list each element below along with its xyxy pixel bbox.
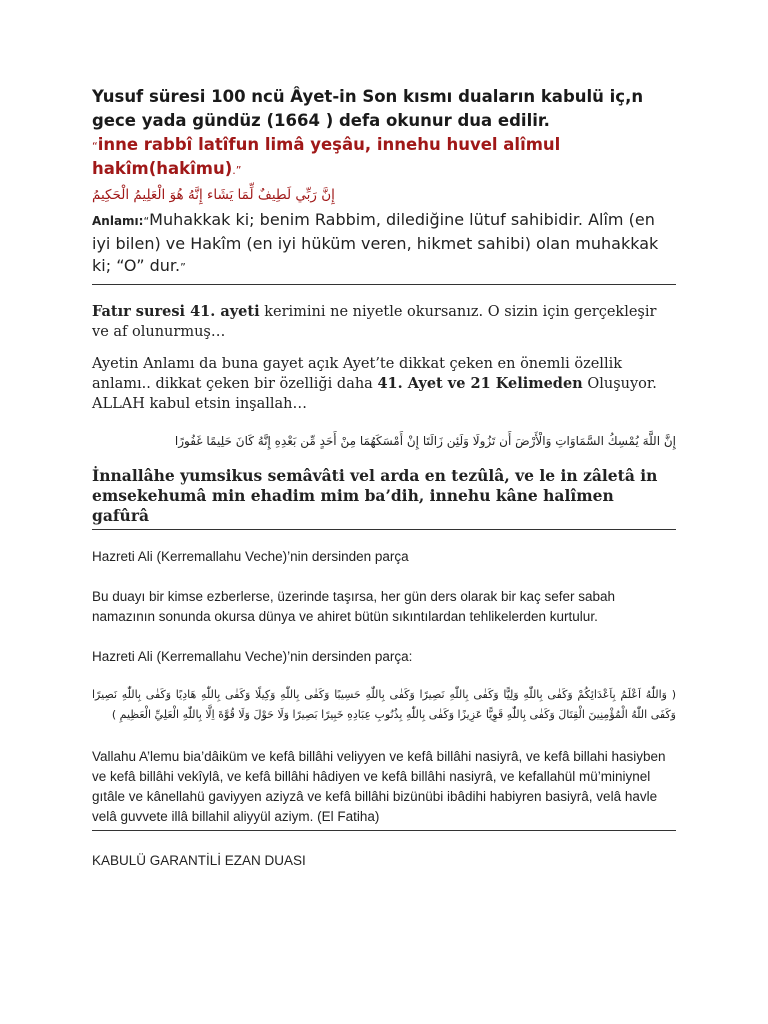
- yusuf-heading: Yusuf süresi 100 ncü Âyet-in Son kısmı duaların kabulü iç,n gece yada gündüz (1664 ) defa okunur dua edilir.: [92, 87, 644, 130]
- meaning-close-quote: ”: [180, 261, 186, 274]
- source-note-1: Hazreti Ali (Kerremallahu Veche)’nin dersinden parça: [92, 549, 409, 564]
- meaning-paragraph: [92, 209, 676, 279]
- open-quote: “: [92, 140, 98, 153]
- source-note-2: Hazreti Ali (Kerremallahu Veche)’nin dersinden parça:: [92, 649, 413, 664]
- document-page: [92, 85, 676, 871]
- meaning-label: Anlamı:: [92, 214, 144, 228]
- fatir-bold: Fatır suresi 41. ayeti: [92, 303, 260, 320]
- meaning-open-quote: “: [143, 215, 150, 228]
- fatir-transliteration: İnnallâhe yumsikus semâvâti vel arda en tezûlâ, ve le in zâletâ in emsekehumâ min ehadim mim ba’dih, innehu kâne halîmen gafûrâ: [92, 466, 658, 525]
- ali-dua-transliteration: Vallahu A’lemu bia’dâiküm ve kefâ billâhi veliyyen ve kefâ billâhi nasiyrâ, ve kefâ billahi hasiyben ve kefâ billâhi vekîylâ, ve kefâ billâhi hâdiyen ve kefâ billâhi nasiyrâ, ve kefallahül mü’miniynel gıtâle ve kânellahü gaviyyen aziyzâ ve kefâ billâhi bizünübi ibâdihi habiyren basiyrâ, velâ havle velâ guvvete illâ billahil aliyyül aziym. (El Fatiha): [92, 749, 666, 824]
- divider-2: [92, 529, 676, 530]
- dua-latin: inne rabbî latîfun limâ yeşâu, innehu huvel alîmul hakîm(hakîmu): [92, 135, 561, 178]
- dua-latin-line: [92, 134, 676, 182]
- divider-3: [92, 830, 676, 831]
- ayet-meaning-end: Oluşuyor. ALLAH kabul etsin inşallah…: [92, 376, 657, 412]
- ali-dua-arabic: ( وَاللّٰهُ اَعْلَمُ بِاَعْدَائِكُمْ وَكَفٰى بِاللّٰهِ وَلِيًّا وَكَفٰى بِاللّٰهِ نَصِيرًا وَكَفٰى بِاللّٰهِ حَسِيبًا وَكَفٰى بِاللّٰهِ وَكِيلًا وَكَفٰى بِاللّٰهِ هَادِيًا وَكَفٰى بِاللّٰهِ نَصِيرًا وَكَفَى اللّٰهُ الْمُؤْمِنِينَ الْقِتَالَ وَكَفٰى بِاللّٰهِ قَوِيًّا عَزِيزًا وَكَفٰى بِاللّٰهِ بِذُنُوبِ عِبَادِهِ خَبِيرًا بَصِيرًا وَلَا حَوْلَ وَلَا قُوَّةَ اِلَّا بِاللّٰهِ الْعَلِيِّ الْعَظِيمِ ): [92, 688, 676, 721]
- fatir-paragraph: [92, 302, 676, 342]
- ayet-meaning-start: Ayetin Anlamı da buna gayet açık Ayet’te dikkat çeken en önemli özellik anlamı.. dikkat çeken bir özelliği daha: [92, 356, 623, 392]
- ayet-meaning-bold: 41. Ayet ve 21 Kelimeden: [377, 375, 583, 392]
- benefit-paragraph: Bu duayı bir kimse ezberlerse, üzerinde taşırsa, her gün ders olarak bir kaç sefer sabah namazının sonunda okursa dünya ve ahiret bütün sıkıntılardan tehlikelerden kurtulur.: [92, 589, 616, 624]
- next-section-title: KABULÜ GARANTİLİ EZAN DUASI: [92, 853, 306, 868]
- ayet-meaning-paragraph: [92, 354, 676, 414]
- close-quote: .”: [232, 164, 242, 177]
- meaning-text: Muhakkak ki; benim Rabbim, dilediğine lütuf sahibidir. Alîm (en iyi bilen) ve Hakîm (en iyi hüküm veren, hikmet sahibi) olan muhakkak ki; “O” dur.: [92, 210, 659, 275]
- divider-1: [92, 284, 676, 285]
- fatir-rest: kerimini ne niyetle okursanız. O sizin için gerçekleşir ve af olunurmuş…: [92, 304, 657, 340]
- fatir-arabic: إِنَّ اللَّهَ يُمْسِكُ السَّمَاوَاتِ وَالْأَرْضَ أَن تَزُولَا وَلَئِن زَالَتَا إِنْ أَمْسَكَهُمَا مِنْ أَحَدٍ مِّن بَعْدِهِ إِنَّهُ كَانَ حَلِيمًا غَفُورًا: [174, 434, 676, 448]
- dua-arabic: إِنَّ رَبِّي لَطِيفٌ لِّمَا يَشَاء إِنَّهُ هُوَ الْعَلِيمُ الْحَكِيمُ: [92, 187, 335, 203]
